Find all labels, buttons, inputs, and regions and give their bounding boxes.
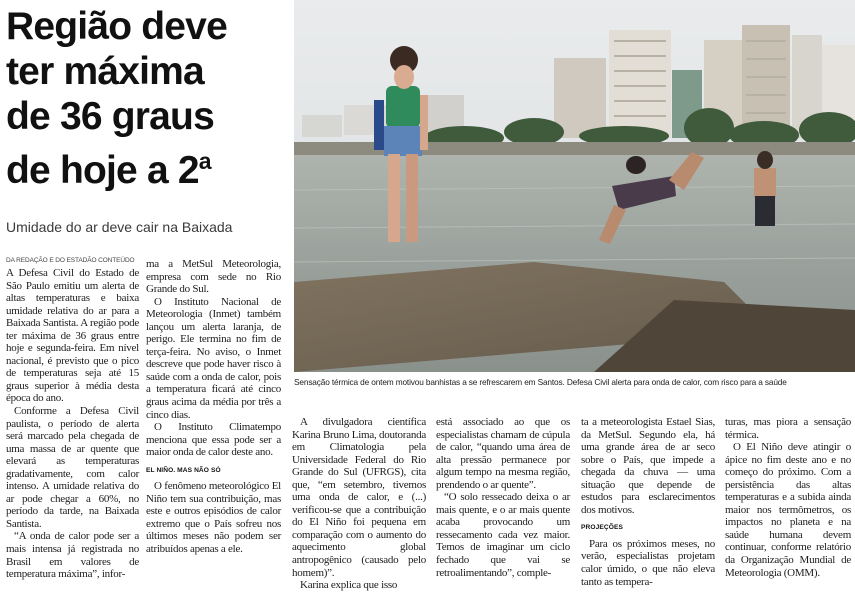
headline-line-1: Região deve [6,5,227,48]
article-column-1 [6,267,139,581]
photo-caption: Sensação térmica de ontem motivou banhistas a se refrescarem em Santos. Defesa Civil alerta para onda de calor, com risco para a saúde [294,377,787,387]
article-column-5 [581,416,715,588]
headline-line-2: ter máxima [6,50,204,93]
section-heading: PROJEÇÕES [581,524,623,532]
paragraph: Karina explica que isso [300,579,398,592]
paragraph: O Instituto Nacional de Meteorologia (Inmet) também lançou um alerta laranja, de perigo. Ele termina no fim de terça-feira. No aviso, o Inmet descreve que pode haver risco à saúde com a onda de calor, pois a temperatura ficará até cinco graus acima da média por três a cinco dias. [146,295,281,421]
paragraph: O El Niño deve atingir o ápice no fim deste ano e no começo do próximo. Com a persistência das altas temperaturas e a subida ainda maior nos termômetros, os impactos no planeta e na saúde humana devem continuar, conforme relatório da Organização Mundial de Meteorologia (OMM). [725,441,851,579]
beach-photo [294,0,855,372]
paragraph: ta a meteorologista Estael Sias, da MetSul. Segundo ela, há uma grande área de ar seco sobre o País, que impede a chegada da chuva — uma situação que depende de estudos para esclarecimentos dos motivos. [581,416,715,516]
paragraph: Para os próximos meses, no verão, especialistas projetam calor úmido, o que não eleva tanto as tempera- [581,537,715,588]
paragraph: ma a MetSul Meteorologia, empresa com sede no Rio Grande do Sul. [146,258,281,296]
paragraph: A Defesa Civil do Estado de São Paulo emitiu um alerta de altas temperaturas e baixa umidade relativa do ar para a Baixada Santista. A região pode ter máxima de 36 graus entre hoje e segunda-feira. Em nível nacional, é previsto que o pico de temperaturas seja até 15 graus superior à média desta época do ano. [6,267,139,405]
headline-line-4-text: de hoje a 2 [6,149,199,192]
article-column-6 [725,416,851,579]
paragraph: turas, mas piora a sensação térmica. [725,416,851,441]
paragraph: “O solo ressecado deixa o ar mais quente, e o ar mais quente acaba provocando um ressecamento cada vez maior. Temos de imaginar um ciclo fechado que vai se retroalimentando”, comple- [436,491,570,579]
paragraph: está associado ao que os especialistas chamam de cúpula de calor, “quando uma área de alta pressão permanece por algum tempo na mesma região, prendendo o ar quente”. [436,416,570,491]
paragraph: “A onda de calor pode ser a mais intensa já registrada no Brasil em valores de temperatura máxima”, infor- [6,530,139,581]
section-heading: EL NIÑO. MAS NÃO SÓ [146,466,221,474]
paragraph: O Instituto Climatempo menciona que essa pode ser a maior onda de calor deste ano. [146,421,281,459]
headline-ordinal: a [198,148,211,174]
subtitle: Umidade do ar deve cair na Baixada [6,219,233,235]
paragraph: O fenômeno meteorológico El Niño tem sua contribuição, mas este e outros episódios de calor extremo que o País sofreu nos últimos meses não podem ser atribuídos apenas a ele. [146,480,281,556]
paragraph: Conforme a Defesa Civil paulista, o período de alerta será marcado pela chegada de uma massa de ar quente que elevará as temperaturas gradativamente, com calor intenso. A umidade relativa do ar pode chegar a 60%, no período da tarde, na Baixada Santista. [6,405,139,530]
byline: DA REDAÇÃO E DO ESTADÃO CONTEÚDO [6,257,135,264]
article-column-3 [292,416,426,592]
headline-line-3: de 36 graus [6,95,214,138]
beach-photo-illustration [294,0,855,372]
article-column-2 [146,258,281,556]
headline [6,4,288,193]
article-column-4 [436,416,570,579]
headline-line-4 [6,139,288,193]
paragraph: A divulgadora científica Karina Bruno Lima, doutoranda em Climatologia pela Universidade Federal do Rio Grande do Sul (UFRGS), cita que, “em setembro, tivemos uma onda de calor, e (...) verificou-se que a contribuição do El Niño foi pequena em comparação com o aumento do aquecimento global antropogênico (causado pelo homem)”. [292,416,426,579]
